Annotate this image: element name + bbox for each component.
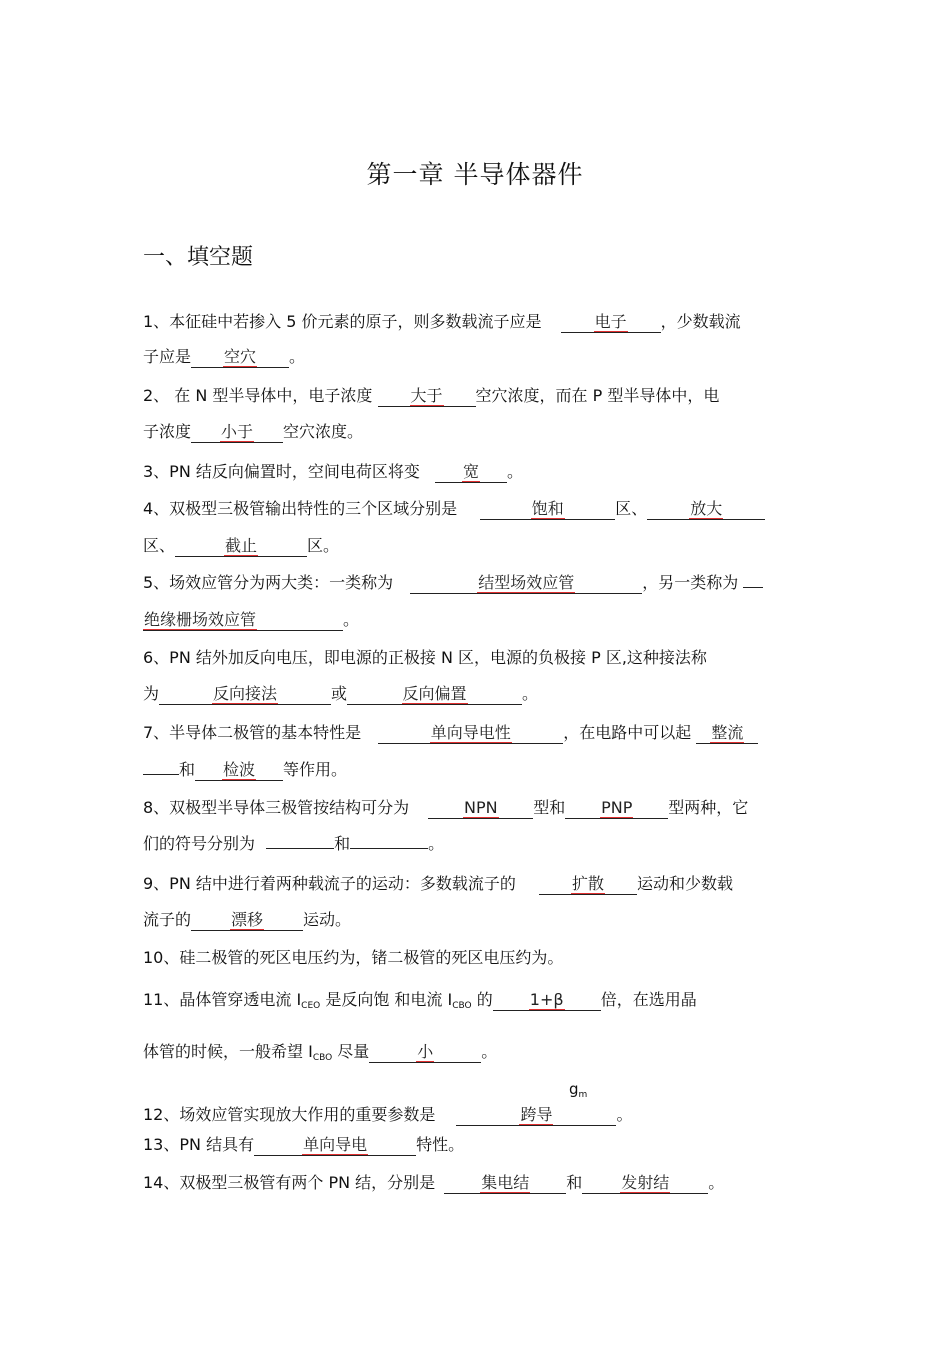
answer-blank: 结型场效应管 [410, 573, 642, 594]
transconductance-symbol: $g_m$ [569, 1080, 588, 1100]
answer-blank: 宽 [435, 462, 507, 483]
answer-blank [266, 848, 334, 849]
question-9-line-1: 9、PN 结中进行着两种载流子的运动：多数载流子的 扩散 运动和少数载 [143, 874, 733, 893]
answer-blank-start [743, 587, 763, 588]
chapter-title: 第一章 半导体器件 [366, 160, 584, 189]
answer-blank: 跨导 [456, 1105, 616, 1126]
answer-blank: 单向导电性 [378, 723, 563, 744]
question-6-line-1: 6、PN 结外加反向电压，即电源的正极接 N 区，电源的负极接 P 区,这种接法称 [143, 648, 707, 667]
answer-blank: 整流 [696, 723, 758, 744]
question-1-line-2: 子应是 空穴 。 [143, 347, 306, 366]
question-4-line-2: 区、 截止 区。 [143, 536, 340, 555]
answer-blank: 反向偏置 [347, 684, 522, 705]
question-8-line-1: 8、双极型半导体三极管按结构可分为 NPN 型和 PNP 型两种，它 [143, 798, 749, 817]
question-12: 12、场效应管实现放大作用的重要参数是 跨导 。 [143, 1105, 633, 1124]
answer-blank: 单向导电 [254, 1135, 416, 1156]
question-9-line-2: 流子的 漂移 运动。 [143, 910, 352, 929]
question-4-line-1: 4、双极型三极管输出特性的三个区域分别是 饱和 区、 放大 [143, 497, 765, 521]
answer-blank: 小 [369, 1042, 481, 1063]
question-2-line-1: 2、 在 N 型半导体中，电子浓度 大于 空穴浓度，而在 P 型半导体中，电 [143, 386, 720, 405]
answer-blank: PNP [565, 798, 668, 819]
answer-blank: 大于 [378, 386, 476, 407]
answer-blank: NPN [428, 798, 533, 819]
question-5-line-1: 5、场效应管分为两大类：一类称为 结型场效应管 ，另一类称为 [143, 571, 763, 595]
answer-blank: 放大 [647, 499, 765, 520]
answer-blank: 饱和 [480, 499, 615, 520]
question-2-line-2: 子浓度 小于 空穴浓度。 [143, 422, 364, 441]
question-13: 13、PN 结具有 单向导电 特性。 [143, 1135, 465, 1154]
answer-blank: 扩散 [539, 874, 637, 895]
answer-blank: 1+β [493, 990, 601, 1011]
question-8-line-2: 们的符号分别为 和 。 [143, 834, 445, 853]
question-5-line-2: 绝缘栅场效应管 。 [144, 610, 360, 629]
answer-blank: 发射结 [582, 1173, 708, 1194]
answer-blank: 反向接法 [159, 684, 331, 705]
question-10: 10、硅二极管的死区电压约为，锗二极管的死区电压约为。 [143, 948, 564, 967]
question-3: 3、PN 结反向偏置时，空间电荷区将变 宽 。 [143, 462, 523, 481]
answer-blank [350, 848, 428, 849]
section-heading: 一、填空题 [143, 245, 254, 270]
answer-blank: 集电结 [444, 1173, 566, 1194]
answer-blank: 电子 [561, 312, 661, 333]
answer-blank: 漂移 [191, 910, 303, 931]
question-11-line-1: 11、晶体管穿透电流 $I_{CEO}$ 是反向饱 和电流 $I_{CBO}$ 的 1+β 倍，在选用晶 [143, 990, 697, 1011]
question-7-line-1: 7、半导体二极管的基本特性是 单向导电性 ，在电路中可以起 整流 [143, 721, 758, 745]
answer-blank: 小于 [191, 422, 283, 443]
answer-blank-end [143, 774, 179, 775]
question-7-line-2: 和 检波 等作用。 [143, 758, 347, 782]
answer-blank: 绝缘栅场效应管 [143, 610, 343, 631]
question-6-line-2: 为 反向接法 或 反向偏置 。 [143, 684, 539, 703]
question-11-line-2: 体管的时候，一般希望 $I_{CBO}$ 尽量 小 。 [143, 1042, 498, 1063]
answer-blank: 空穴 [191, 347, 289, 368]
question-14: 14、双极型三极管有两个 PN 结，分别是 集电结 和 发射结 。 [143, 1173, 725, 1192]
question-1-line-1: 1、本征硅中若掺入 5 价元素的原子，则多数载流子应是 电子 ，少数载流 [143, 312, 741, 331]
answer-blank: 检波 [195, 760, 283, 781]
answer-blank: 截止 [175, 536, 307, 557]
